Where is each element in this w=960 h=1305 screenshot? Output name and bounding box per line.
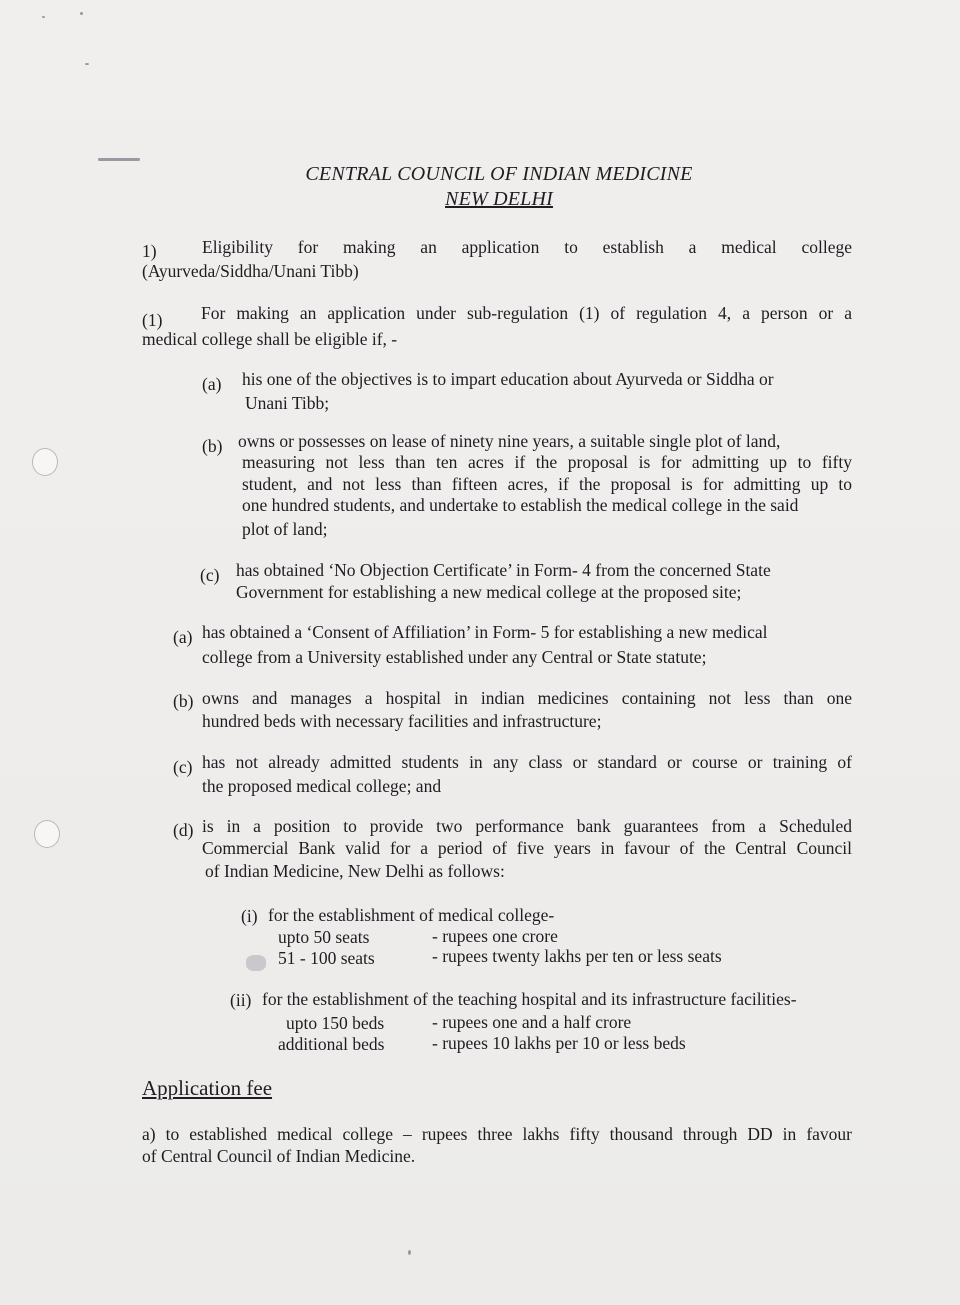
application-fee-heading: Application fee — [142, 1076, 273, 1100]
outer-item-label: (b) — [173, 691, 194, 711]
outer-item-label: (a) — [173, 627, 193, 647]
page-subtitle-wrap — [0, 188, 960, 211]
guarantee-row-item: upto 150 beds — [286, 1013, 385, 1033]
guarantee-label: (i) — [241, 906, 258, 926]
inner-item-line: student, and not less than fifteen acres, if the proposal is for admitting up to — [242, 474, 852, 494]
scan-speck — [42, 16, 45, 18]
para-1-number: (1) — [142, 310, 163, 330]
guarantee-heading: for the establishment of the teaching hospital and its infrastructure facilities- — [262, 989, 797, 1009]
punch-hole-top — [32, 448, 58, 476]
page-subtitle: NEW DELHI — [445, 188, 553, 210]
section-1-title-line2: (Ayurveda/Siddha/Unani Tibb) — [142, 261, 359, 281]
outer-item-line: college from a University established under any Central or State statute; — [202, 647, 707, 667]
guarantee-row-amount: - rupees twenty lakhs per ten or less seats — [432, 946, 722, 966]
inner-item-line: Unani Tibb; — [245, 393, 330, 413]
guarantee-row-item: 51 - 100 seats — [278, 948, 375, 968]
outer-item-label: (c) — [173, 757, 193, 777]
inner-item-line: Government for establishing a new medical college at the proposed site; — [236, 582, 742, 602]
application-fee-line1: a) to established medical college – rupees three lakhs fifty thousand through DD in favour — [142, 1124, 852, 1144]
para-1-line1: For making an application under sub-regulation (1) of regulation 4, a person or a — [201, 303, 852, 323]
punch-hole-bottom — [34, 820, 60, 848]
guarantee-row-amount: - rupees 10 lakhs per 10 or less beds — [432, 1033, 686, 1053]
section-1-title-line1: Eligibility for making an application to establish a medical college — [202, 237, 852, 257]
inner-item-label: (c) — [200, 565, 220, 585]
inner-item-line: has obtained ‘No Objection Certificate’ in Form- 4 from the concerned State — [236, 560, 771, 580]
inner-item-label: (a) — [202, 374, 222, 394]
guarantee-row-item: additional beds — [278, 1034, 385, 1054]
scan-speck — [246, 955, 266, 971]
outer-item-line: the proposed medical college; and — [202, 776, 442, 796]
outer-item-line: owns and manages a hospital in indian medicines containing not less than one — [202, 688, 852, 708]
para-1-line2: medical college shall be eligible if, - — [142, 329, 398, 349]
scan-speck — [98, 158, 140, 161]
outer-item-line: Commercial Bank valid for a period of five years in favour of the Central Council — [202, 838, 852, 858]
outer-item-line: has not already admitted students in any class or standard or course or training of — [202, 752, 852, 772]
inner-item-label: (b) — [202, 436, 223, 456]
application-fee-line2: of Central Council of Indian Medicine. — [142, 1146, 416, 1166]
scan-speck — [85, 63, 89, 65]
outer-item-label: (d) — [173, 820, 194, 840]
outer-item-line: is in a position to provide two performance bank guarantees from a Scheduled — [202, 816, 852, 836]
outer-item-line: has obtained a ‘Consent of Affiliation’ in Form- 5 for establishing a new medical — [202, 622, 768, 642]
scan-speck — [408, 1250, 411, 1255]
guarantee-heading: for the establishment of medical college- — [268, 905, 555, 925]
inner-item-line: plot of land; — [242, 519, 328, 539]
inner-item-line: owns or possesses on lease of ninety nine years, a suitable single plot of land, — [238, 431, 781, 451]
section-1-number: 1) — [142, 241, 157, 261]
outer-item-line: hundred beds with necessary facilities and infrastructure; — [202, 711, 602, 731]
inner-item-line: measuring not less than ten acres if the proposal is for admitting up to fifty — [242, 452, 852, 472]
scan-speck — [80, 12, 83, 15]
guarantee-row-amount: - rupees one crore — [432, 926, 558, 946]
inner-item-line: his one of the objectives is to impart education about Ayurveda or Siddha or — [242, 369, 774, 389]
guarantee-row-item: upto 50 seats — [278, 927, 370, 947]
guarantee-row-amount: - rupees one and a half crore — [432, 1012, 632, 1032]
inner-item-line: one hundred students, and undertake to establish the medical college in the said — [242, 495, 799, 515]
outer-item-line: of Indian Medicine, New Delhi as follows: — [205, 861, 505, 881]
page-title: CENTRAL COUNCIL OF INDIAN MEDICINE — [305, 163, 693, 185]
guarantee-label: (ii) — [230, 990, 252, 1010]
